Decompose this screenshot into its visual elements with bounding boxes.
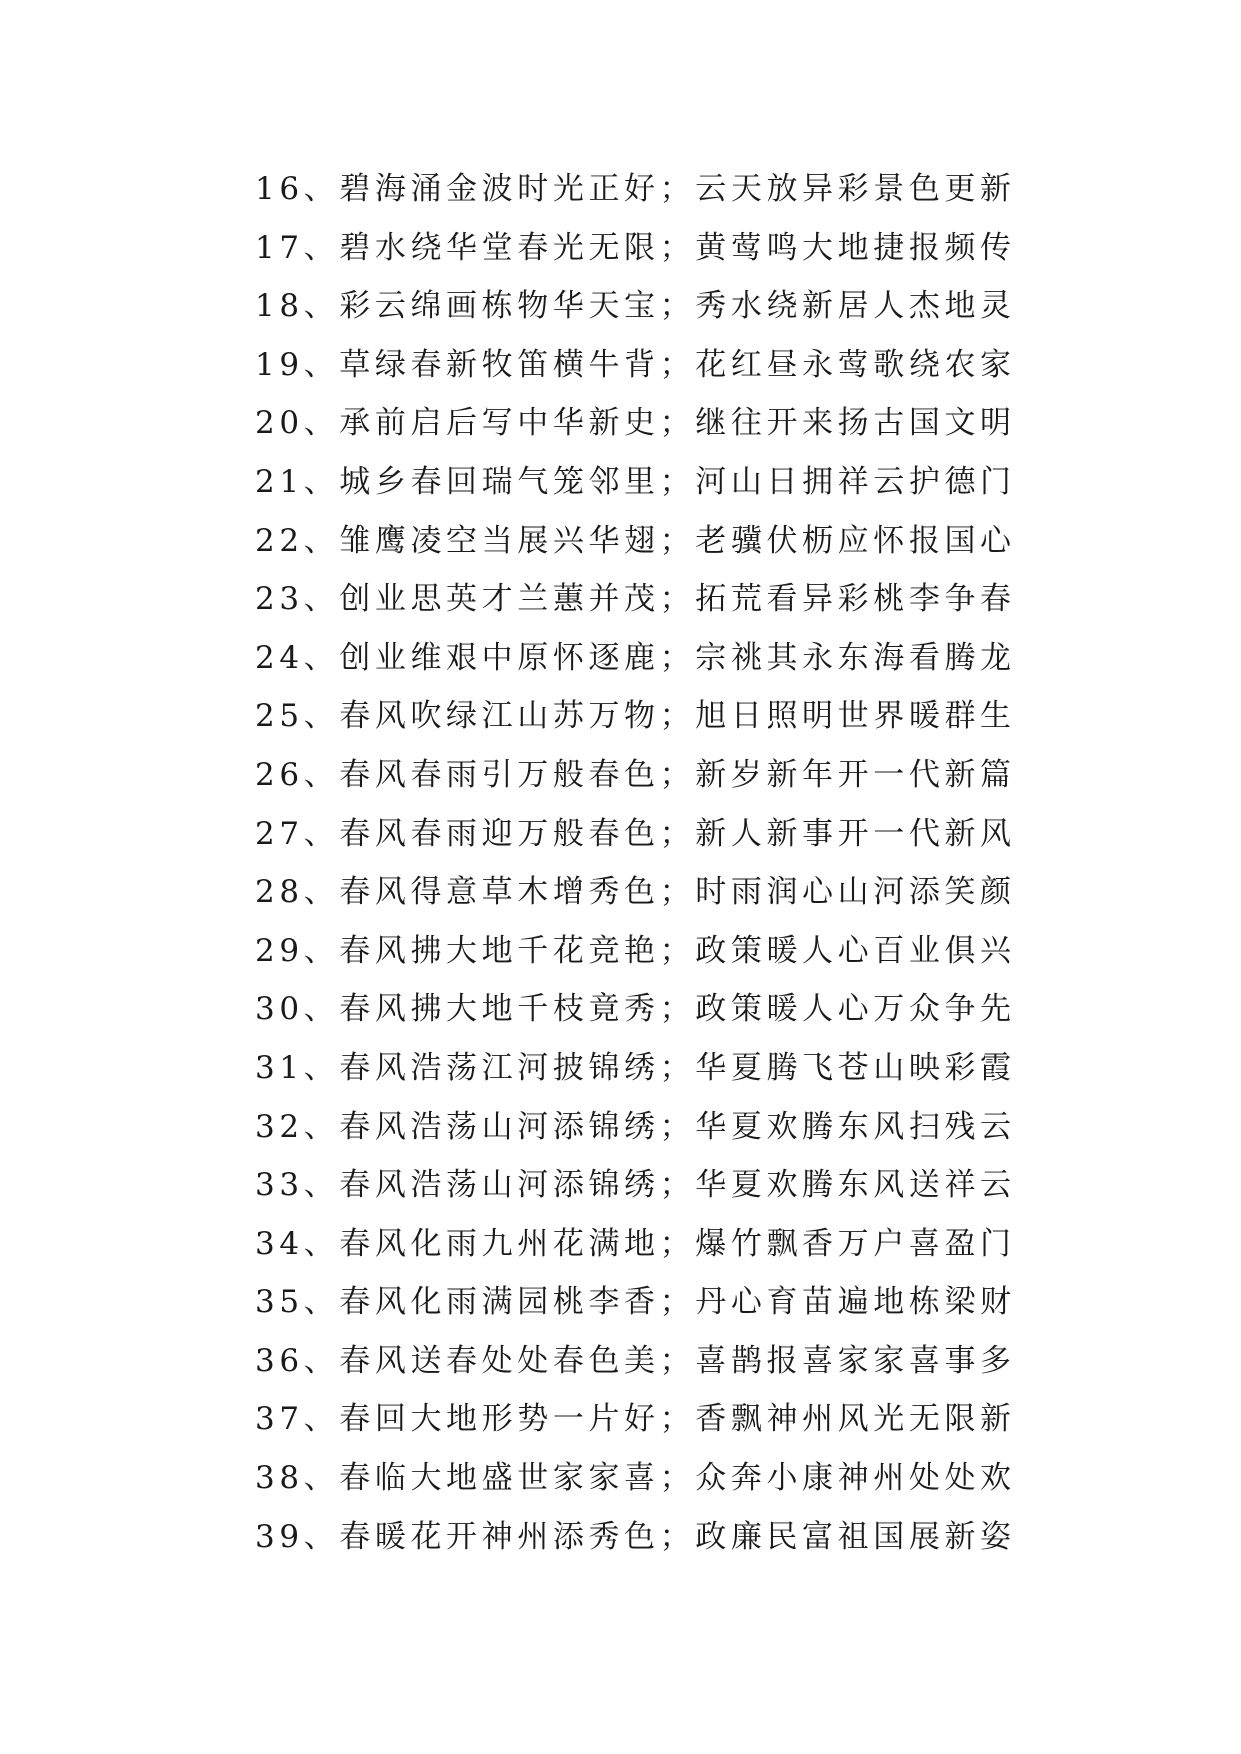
couplet-line: 37、春回大地形势一片好；香飘神州风光无限新 — [255, 1401, 1016, 1438]
couplet-line: 33、春风浩荡山河添锦绣；华夏欢腾东风送祥云 — [255, 1167, 1016, 1204]
couplet-line: 34、春风化雨九州花满地；爆竹飘香万户喜盈门 — [255, 1225, 1016, 1262]
couplet-line: 26、春风春雨引万般春色；新岁新年开一代新篇 — [255, 756, 1016, 793]
couplet-line: 30、春风拂大地千枝竟秀；政策暖人心万众争先 — [255, 991, 1016, 1028]
couplet-line: 19、草绿春新牧笛横牛背；花红昼永莺歌绕农家 — [255, 346, 1016, 383]
couplet-line: 36、春风送春处处春色美；喜鹊报喜家家喜事多 — [255, 1342, 1016, 1379]
couplet-line: 32、春风浩荡山河添锦绣；华夏欢腾东风扫残云 — [255, 1108, 1016, 1145]
couplet-line: 25、春风吹绿江山苏万物；旭日照明世界暖群生 — [255, 698, 1016, 735]
couplet-line: 27、春风春雨迎万般春色；新人新事开一代新风 — [255, 815, 1016, 852]
couplet-line: 22、雏鹰凌空当展兴华翅；老骥伏枥应怀报国心 — [255, 522, 1016, 559]
couplet-line: 28、春风得意草木增秀色；时雨润心山河添笑颜 — [255, 874, 1016, 911]
couplet-line: 39、春暖花开神州添秀色；政廉民富祖国展新姿 — [255, 1518, 1016, 1555]
couplet-line: 38、春临大地盛世家家喜；众奔小康神州处处欢 — [255, 1460, 1016, 1497]
couplet-line: 29、春风拂大地千花竞艳；政策暖人心百业俱兴 — [255, 932, 1016, 969]
couplet-line: 20、承前启后写中华新史；继往开来扬古国文明 — [255, 405, 1016, 442]
couplet-line: 21、城乡春回瑞气笼邻里；河山日拥祥云护德门 — [255, 463, 1016, 500]
couplet-line: 23、创业思英才兰蕙并茂；拓荒看异彩桃李争春 — [255, 581, 1016, 618]
couplet-line: 18、彩云绵画栋物华天宝；秀水绕新居人杰地灵 — [255, 288, 1016, 325]
couplet-line: 24、创业维艰中原怀逐鹿；宗祧其永东海看腾龙 — [255, 639, 1016, 676]
couplet-list — [255, 160, 1016, 1566]
couplet-line: 16、碧海涌金波时光正好；云天放异彩景色更新 — [255, 171, 1016, 207]
couplet-line: 35、春风化雨满园桃李香；丹心育苗遍地栋梁财 — [255, 1284, 1016, 1321]
couplet-line: 31、春风浩荡江河披锦绣；华夏腾飞苍山映彩霞 — [255, 1049, 1016, 1086]
couplet-line: 17、碧水绕华堂春光无限；黄莺鸣大地捷报频传 — [255, 229, 1016, 266]
